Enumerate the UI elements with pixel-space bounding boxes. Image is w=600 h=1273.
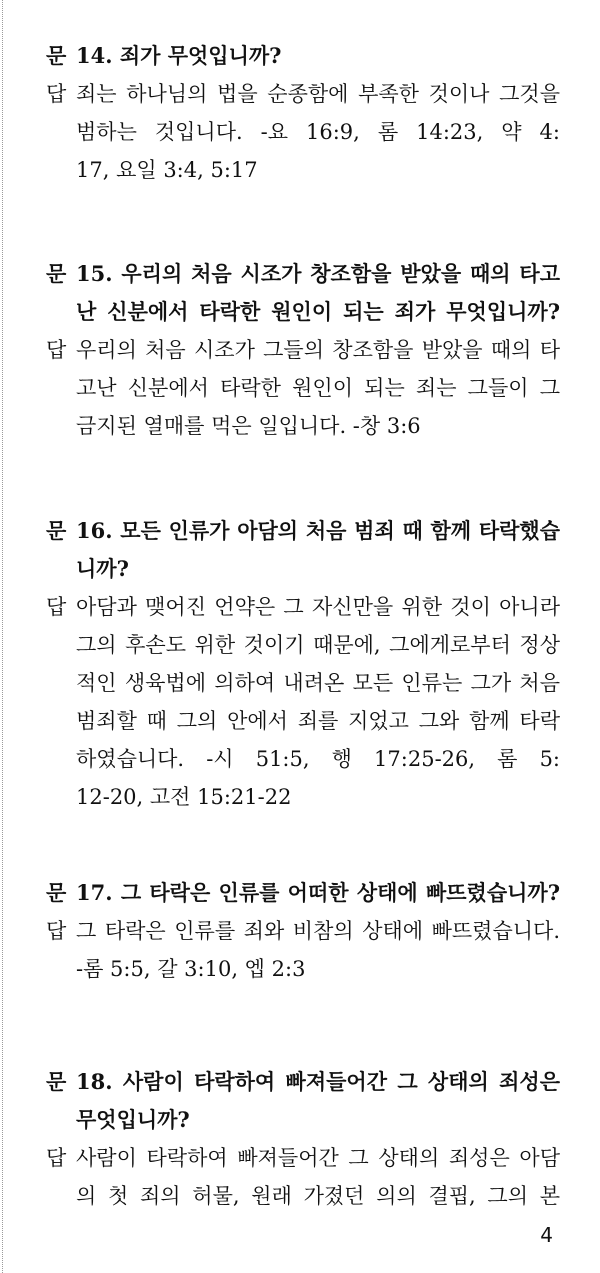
answer-line	[46, 1139, 560, 1177]
answer-line	[46, 75, 560, 113]
question-marker: 문	[46, 880, 67, 905]
question-marker: 문	[46, 1069, 67, 1094]
answer-line	[46, 778, 560, 816]
question-line	[46, 1063, 560, 1101]
answer-text: 적인 생육법에 의하여 내려온 모든 인류는 그가 처음	[76, 671, 560, 695]
answer-line	[46, 1177, 560, 1215]
question-line	[46, 512, 560, 550]
answer-text: 12-20, 고전 15:21-22	[76, 785, 292, 809]
answer-text: -롬 5:5, 갈 3:10, 엡 2:3	[76, 957, 306, 981]
answer-line	[46, 664, 560, 702]
answer-text: 17, 요일 3:4, 5:17	[76, 158, 258, 182]
question-marker: 문	[46, 261, 67, 286]
answer-text: 하였습니다. -시 51:5, 행 17:25-26, 롬 5:	[76, 747, 560, 771]
answer-text: 범하는 것입니다. -요 16:9, 롬 14:23, 약 4:	[76, 120, 560, 144]
answer-line	[46, 626, 560, 664]
question-text: 17. 그 타락은 인류를 어떠한 상태에 빠뜨렸습니까?	[76, 880, 560, 905]
qa-item-15	[46, 255, 560, 445]
question-line	[46, 550, 560, 588]
answer-text: 범죄할 때 그의 안에서 죄를 지었고 그와 함께 타락	[76, 709, 560, 733]
question-text: 니까?	[76, 556, 129, 581]
question-text: 18. 사람이 타락하여 빠져들어간 그 상태의 죄성은	[76, 1069, 560, 1094]
answer-text: 그 타락은 인류를 죄와 비참의 상태에 빠뜨렸습니다.	[76, 919, 560, 943]
answer-line	[46, 331, 560, 369]
question-text: 무엇입니까?	[76, 1107, 190, 1132]
answer-text: 아담과 맺어진 언약은 그 자신만을 위한 것이 아니라	[76, 595, 560, 619]
answer-text: 사람이 타락하여 빠져들어간 그 상태의 죄성은 아담	[76, 1146, 560, 1170]
qa-item-17	[46, 874, 560, 988]
question-text: 16. 모든 인류가 아담의 처음 범죄 때 함께 타락했습	[76, 518, 560, 543]
answer-text: 고난 신분에서 타락한 원인이 되는 죄는 그들이 그	[76, 376, 560, 400]
page-number: 4	[540, 1223, 553, 1247]
question-line	[46, 255, 560, 293]
answer-text: 의 첫 죄의 허물, 원래 가졌던 의의 결핍, 그의 본	[76, 1184, 560, 1208]
question-text: 15. 우리의 처음 시조가 창조함을 받았을 때의 타고	[76, 261, 560, 286]
answer-line	[46, 740, 560, 778]
answer-marker: 답	[46, 338, 67, 362]
qa-item-14	[46, 37, 560, 189]
answer-line	[46, 113, 560, 151]
question-text: 14. 죄가 무엇입니까?	[76, 43, 282, 68]
question-line	[46, 293, 560, 331]
answer-line	[46, 702, 560, 740]
question-line	[46, 1101, 560, 1139]
answer-line	[46, 151, 560, 189]
answer-marker: 답	[46, 595, 67, 619]
answer-line	[46, 588, 560, 626]
question-marker: 문	[46, 43, 67, 68]
answer-line	[46, 912, 560, 950]
question-line	[46, 37, 560, 75]
answer-marker: 답	[46, 1146, 67, 1170]
answer-text: 죄는 하나님의 법을 순종함에 부족한 것이나 그것을	[76, 82, 560, 106]
answer-text: 우리의 처음 시조가 그들의 창조함을 받았을 때의 타	[76, 338, 560, 362]
answer-text: 그의 후손도 위한 것이기 때문에, 그에게로부터 정상	[76, 633, 560, 657]
answer-line	[46, 407, 560, 445]
answer-marker: 답	[46, 919, 67, 943]
qa-item-18	[46, 1063, 560, 1215]
question-line	[46, 874, 560, 912]
qa-item-16	[46, 512, 560, 816]
page-left-border	[2, 0, 3, 1273]
question-text: 난 신분에서 타락한 원인이 되는 죄가 무엇입니까?	[76, 299, 560, 324]
question-marker: 문	[46, 518, 67, 543]
answer-line	[46, 369, 560, 407]
answer-text: 금지된 열매를 먹은 일입니다. -창 3:6	[76, 414, 421, 438]
answer-line	[46, 950, 560, 988]
answer-marker: 답	[46, 82, 67, 106]
